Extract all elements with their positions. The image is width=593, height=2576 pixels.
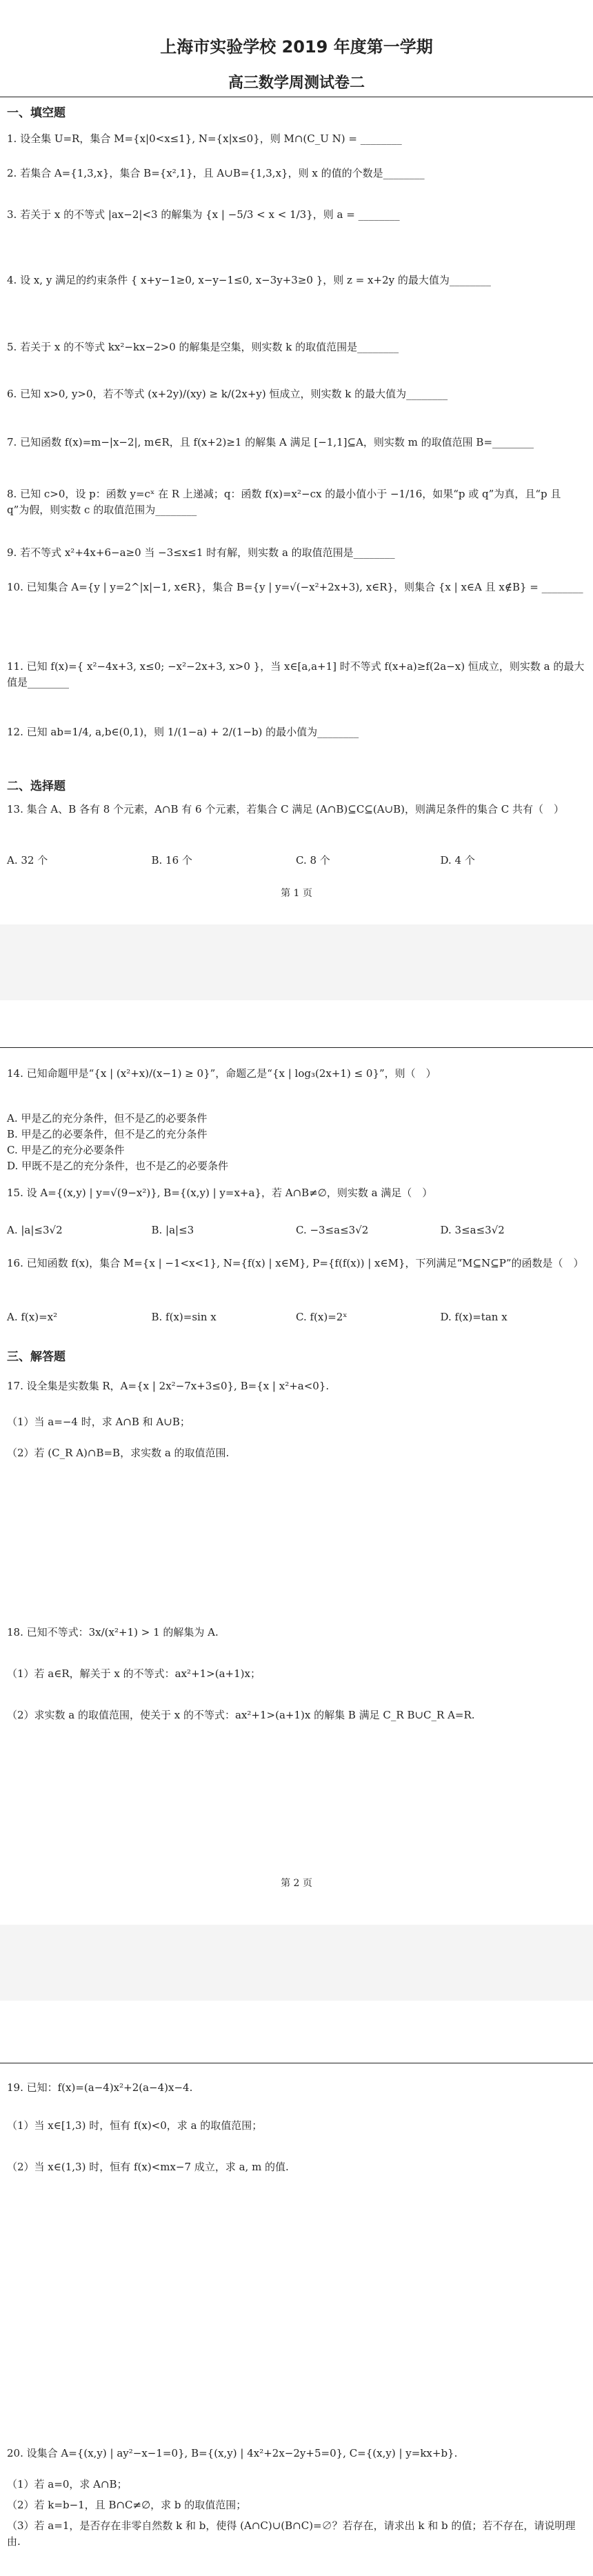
header-rule [0, 1047, 593, 1048]
section-answer: 三、解答题 [7, 1350, 66, 1364]
question-18-part-2: （2）求实数 a 的取值范围，使关于 x 的不等式：ax²+1>(a+1)x 的解集 B 满足 C_R B∪C_R A=R. [7, 1709, 475, 1721]
page-3 [0, 2001, 593, 2576]
question-10: 10. 已知集合 A={y | y=2^|x|−1, x∈R}，集合 B={y | y=√(−x²+2x+3), x∈R}，则集合 {x | x∈A 且 x∉B} = ________ [7, 581, 583, 593]
option-b: B. f(x)=sin x [151, 1311, 217, 1323]
page-footer: 第 1 页 [281, 888, 312, 899]
option-b: B. |a|≤3 [151, 1224, 194, 1236]
q14-option-b: B. 甲是乙的必要条件，但不是乙的充分条件 [7, 1128, 208, 1140]
question-2: 2. 若集合 A={1,3,x}，集合 B={x²,1}，且 A∪B={1,3,x}，则 x 的值的个数是________ [7, 167, 425, 179]
question-20-part-1: （1）若 a=0，求 A∩B； [7, 2478, 128, 2490]
question-13: 13. 集合 A、B 各有 8 个元素，A∩B 有 6 个元素，若集合 C 满足 (A∩B)⊆C⊆(A∪B)，则满足条件的集合 C 共有（ ） [7, 803, 565, 815]
question-15: 15. 设 A={(x,y) | y=√(9−x²)}, B={(x,y) | y=x+a}，若 A∩B≠∅，则实数 a 满足（ ） [7, 1187, 433, 1199]
option-a: A. |a|≤3√2 [7, 1224, 63, 1236]
option-c: C. f(x)=2ˣ [296, 1311, 348, 1323]
question-19: 19. 已知：f(x)=(a−4)x²+2(a−4)x−4. [7, 2081, 193, 2094]
question-7: 7. 已知函数 f(x)=m−|x−2|, m∈R，且 f(x+2)≥1 的解集 A 满足 [−1,1]⊆A，则实数 m 的取值范围 B=________ [7, 436, 534, 448]
exam-title: 上海市实验学校 2019 年度第一学期 [160, 37, 433, 57]
option-d: D. f(x)=tan x [440, 1311, 507, 1323]
option-d: D. 3≤a≤3√2 [440, 1224, 505, 1236]
option-c: C. 8 个 [296, 854, 330, 866]
q14-option-d: D. 甲既不是乙的充分条件，也不是乙的必要条件 [7, 1160, 229, 1172]
question-1: 1. 设全集 U=R，集合 M={x|0<x≤1}, N={x|x≤0}，则 M∩(C_U N) = ________ [7, 132, 402, 145]
question-17: 17. 设全集是实数集 R，A={x | 2x²−7x+3≤0}, B={x | x²+a<0}. [7, 1380, 330, 1392]
page-footer: 第 2 页 [281, 1878, 312, 1889]
question-18: 18. 已知不等式：3x/(x²+1) > 1 的解集为 A. [7, 1626, 219, 1638]
question-14: 14. 已知命题甲是“{x | (x²+x)/(x−1) ≥ 0}”，命题乙是“{x | log₃(2x+1) ≤ 0}”，则（ ） [7, 1067, 436, 1080]
q14-option-c: C. 甲是乙的充分必要条件 [7, 1144, 125, 1156]
exam-subtitle: 高三数学周测试卷二 [228, 75, 365, 92]
option-a: A. f(x)=x² [7, 1311, 58, 1323]
question-9: 9. 若不等式 x²+4x+6−a≥0 当 −3≤x≤1 时有解，则实数 a 的取值范围是________ [7, 546, 395, 559]
question-19-part-2: （2）当 x∈(1,3) 时，恒有 f(x)<mx−7 成立，求 a, m 的值. [7, 2161, 289, 2173]
question-13-options [7, 853, 585, 869]
question-17-part-2: （2）若 (C_R A)∩B=B，求实数 a 的取值范围. [7, 1447, 230, 1459]
question-5: 5. 若关于 x 的不等式 kx²−kx−2>0 的解集是空集，则实数 k 的取值范围是________ [7, 341, 399, 353]
option-c: C. −3≤a≤3√2 [296, 1224, 369, 1236]
section-fill-in: 一、填空题 [7, 106, 66, 120]
question-19-part-1: （1）当 x∈[1,3) 时，恒有 f(x)<0，求 a 的取值范围； [7, 2119, 263, 2132]
question-20-part-3: （3）若 a=1，是否存在非零自然数 k 和 b，使得 (A∩C)∪(B∩C)=∅？若存在，请求出 k 和 b 的值；若不存在，请说明理由. [7, 2519, 576, 2548]
question-11: 11. 已知 f(x)={ x²−4x+3, x≤0; −x²−2x+3, x>0 }，当 x∈[a,a+1] 时不等式 f(x+a)≥f(2a−x) 恒成立，则实数 a 的最大值是________ [7, 660, 585, 689]
option-d: D. 4 个 [440, 854, 475, 866]
question-18-part-1: （1）若 a∈R，解关于 x 的不等式：ax²+1>(a+1)x； [7, 1667, 261, 1680]
question-20-part-2: （2）若 k=b−1，且 B∩C≠∅，求 b 的取值范围； [7, 2499, 247, 2511]
question-16: 16. 已知函数 f(x)，集合 M={x | −1<x<1}, N={f(x) | x∈M}, P={f(f(x)) | x∈M}，下列满足“M⊆N⊆P”的函数是（ ） [7, 1257, 584, 1269]
option-a: A. 32 个 [7, 854, 48, 866]
page-1 [0, 0, 593, 924]
question-12: 12. 已知 ab=1/4, a,b∈(0,1)，则 1/(1−a) + 2/(1−b) 的最小值为________ [7, 726, 359, 738]
section-choice: 二、选择题 [7, 780, 66, 793]
question-20: 20. 设集合 A={(x,y) | ay²−x−1=0}, B={(x,y) | 4x²+2x−2y+5=0}, C={(x,y) | y=kx+b}. [7, 2447, 458, 2459]
question-8: 8. 已知 c>0，设 p：函数 y=cˣ 在 R 上递减；q：函数 f(x)=x²−cx 的最小值小于 −1/16，如果“p 或 q”为真，且“p 且 q”为假，则实数 c 的取值范围为________ [7, 488, 561, 517]
question-15-options [7, 1222, 585, 1238]
question-3: 3. 若关于 x 的不等式 |ax−2|<3 的解集为 {x | −5/3 < x < 1/3}，则 a = ________ [7, 208, 400, 221]
page-2 [0, 1000, 593, 1925]
option-b: B. 16 个 [151, 854, 192, 866]
question-16-options [7, 1309, 585, 1325]
question-17-part-1: （1）当 a=−4 时，求 A∩B 和 A∪B； [7, 1416, 190, 1428]
question-4: 4. 设 x, y 满足的约束条件 { x+y−1≥0, x−y−1≤0, x−3y+3≥0 }，则 z = x+2y 的最大值为________ [7, 274, 491, 286]
q14-option-a: A. 甲是乙的充分条件，但不是乙的必要条件 [7, 1112, 208, 1124]
question-6: 6. 已知 x>0, y>0，若不等式 (x+2y)/(xy) ≥ k/(2x+y) 恒成立，则实数 k 的最大值为________ [7, 388, 448, 400]
